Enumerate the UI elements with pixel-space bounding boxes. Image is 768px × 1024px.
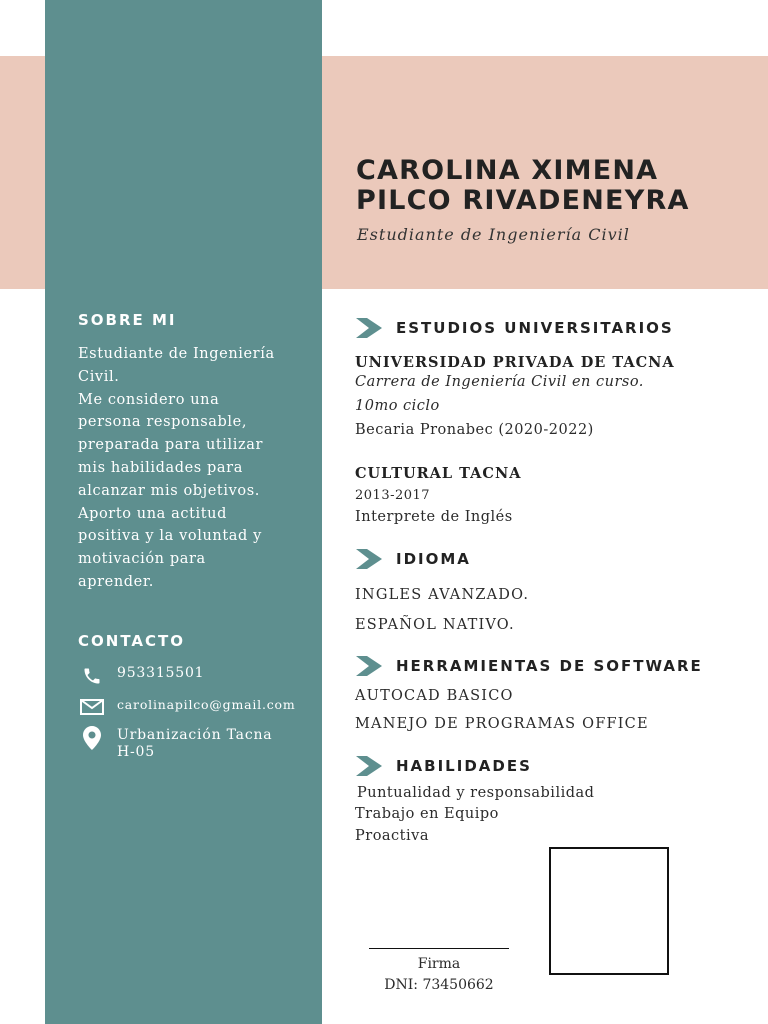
- photo-frame: [549, 847, 669, 975]
- chevron-right-icon: [356, 549, 382, 569]
- about-line: aprender.: [78, 573, 154, 590]
- skills-heading: [356, 756, 532, 776]
- language-item: INGLES AVANZADO.: [355, 587, 530, 603]
- contact-heading: CONTACTO: [78, 632, 185, 650]
- about-line: mis habilidades para: [78, 459, 243, 476]
- chevron-right-icon: [356, 756, 382, 776]
- about-line: positiva y la voluntad y: [78, 528, 262, 545]
- skill-item: Proactiva: [355, 828, 429, 844]
- about-line: preparada para utilizar: [78, 437, 264, 454]
- location-icon: [80, 727, 104, 749]
- signature-block: [369, 954, 509, 996]
- about-line: Civil.: [78, 368, 120, 385]
- about-line: alcanzar mis objetivos.: [78, 482, 260, 499]
- software-heading: [356, 656, 703, 676]
- software-item: AUTOCAD BASICO: [355, 688, 514, 704]
- contact-address: [80, 727, 272, 761]
- software-heading-label: HERRAMIENTAS DE SOFTWARE: [396, 657, 703, 675]
- address-line-2: H-05: [117, 744, 155, 760]
- name-line-2: PILCO RIVADENEYRA: [356, 185, 690, 216]
- school-1-name: UNIVERSIDAD PRIVADA DE TACNA: [355, 354, 675, 371]
- phone-number: 953315501: [117, 665, 205, 681]
- signature-label: Firma: [417, 956, 461, 972]
- about-heading: SOBRE MI: [78, 311, 177, 329]
- email-icon: [80, 696, 104, 718]
- about-line: Aporto una actitud: [78, 505, 227, 522]
- school-1-line: Carrera de Ingeniería Civil en curso.: [355, 374, 644, 390]
- school-2-years: 2013-2017: [355, 488, 431, 503]
- phone-icon: [80, 665, 104, 687]
- school-2-detail: Interprete de Inglés: [355, 509, 513, 525]
- studies-heading: [356, 318, 674, 338]
- about-line: motivación para: [78, 551, 206, 568]
- dni-number: DNI: 73450662: [384, 977, 494, 993]
- about-text: [78, 343, 303, 594]
- address-text: [117, 727, 272, 761]
- address-line-1: Urbanización Tacna: [117, 727, 273, 743]
- contact-phone: [80, 665, 204, 687]
- language-item: ESPAÑOL NATIVO.: [355, 617, 515, 633]
- chevron-right-icon: [356, 656, 382, 676]
- email-address: carolinapilco@gmail.com: [117, 697, 296, 712]
- skill-item: Puntualidad y responsabilidad: [357, 785, 595, 801]
- about-line: Estudiante de Ingeniería: [78, 346, 275, 362]
- school-1-line: Becaria Pronabec (2020-2022): [355, 422, 594, 438]
- name-line-1: CAROLINA XIMENA: [356, 155, 659, 186]
- role-subtitle: Estudiante de Ingeniería Civil: [357, 225, 630, 244]
- school-1-line: 10mo ciclo: [355, 398, 440, 414]
- language-heading-label: IDIOMA: [396, 550, 471, 568]
- language-heading: [356, 549, 471, 569]
- school-2-name: CULTURAL TACNA: [355, 465, 522, 482]
- contact-email: [80, 696, 296, 718]
- about-line: persona responsable,: [78, 414, 248, 431]
- software-item: MANEJO DE PROGRAMAS OFFICE: [355, 716, 649, 732]
- page-title: [356, 156, 756, 216]
- skills-heading-label: HABILIDADES: [396, 757, 532, 775]
- about-line: Me considero una: [78, 391, 220, 408]
- studies-heading-label: ESTUDIOS UNIVERSITARIOS: [396, 319, 674, 337]
- skill-item: Trabajo en Equipo: [355, 806, 499, 822]
- chevron-right-icon: [356, 318, 382, 338]
- signature-line: [369, 948, 509, 949]
